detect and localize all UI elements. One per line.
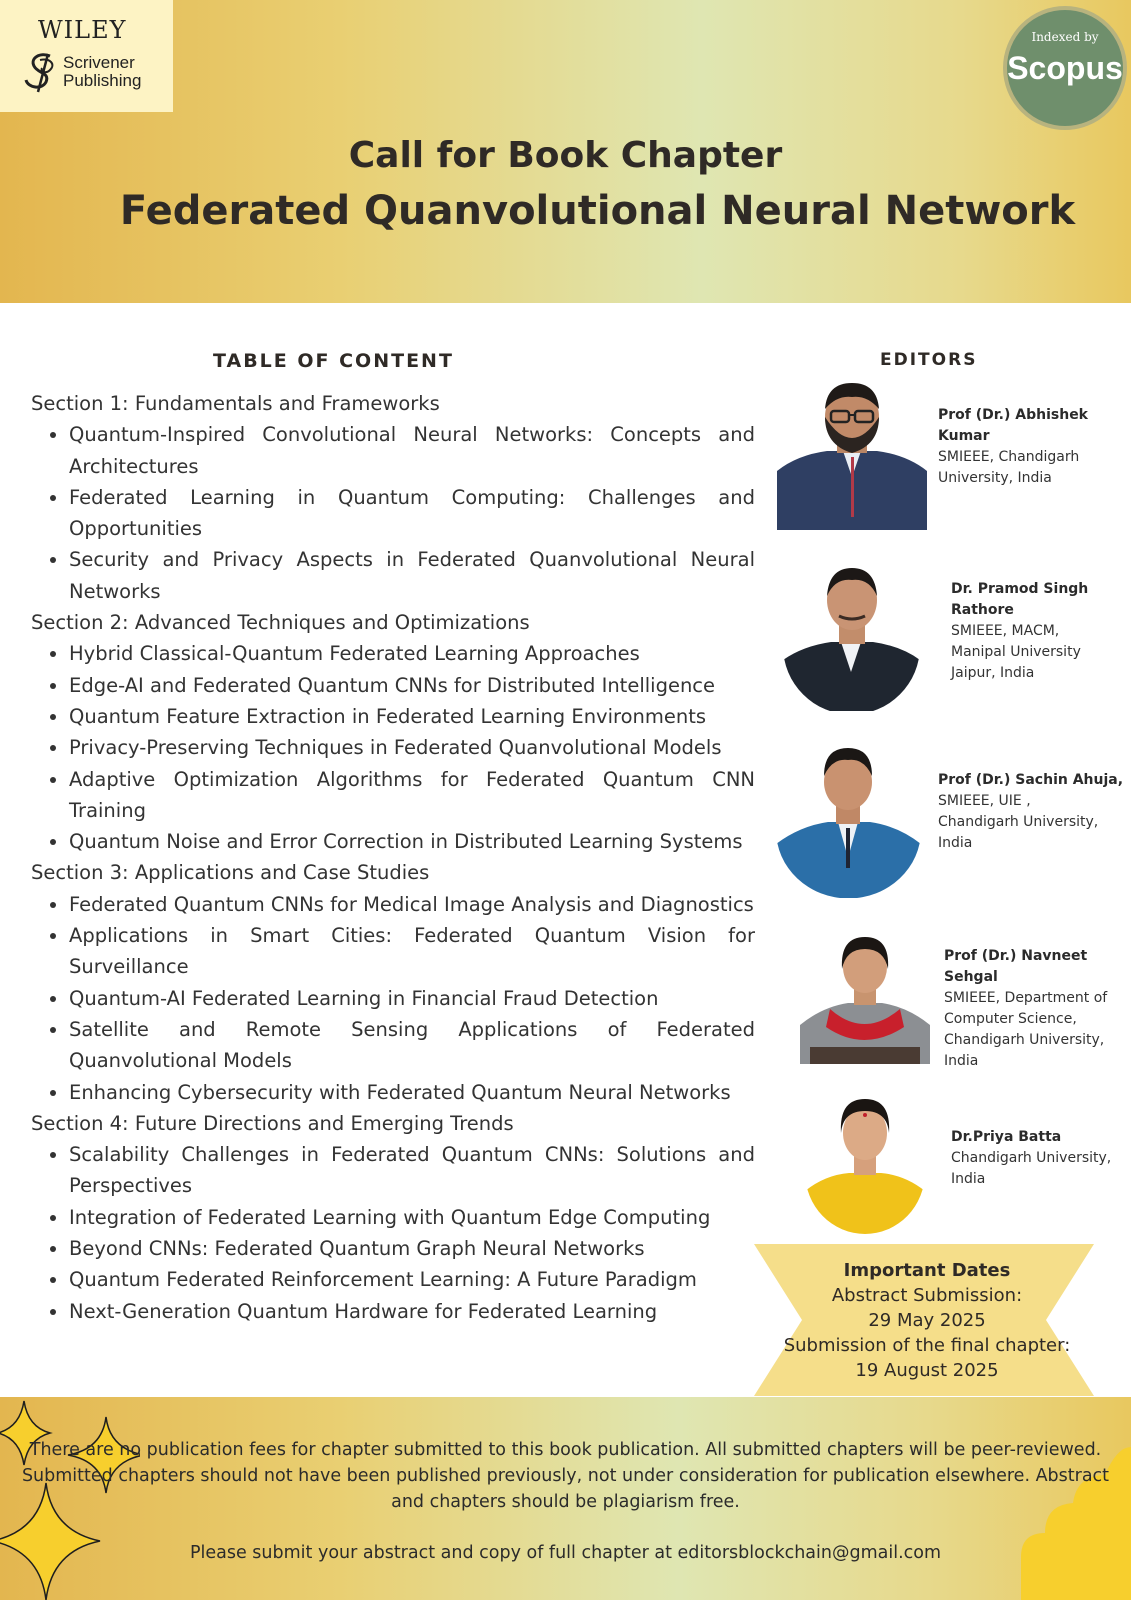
toc-section-items xyxy=(31,1139,755,1327)
publishing-text: Publishing xyxy=(63,71,142,90)
toc-section-items xyxy=(31,419,755,607)
editor-affiliation: SMIEEE, UIE , xyxy=(938,793,1031,809)
editor-photo-2 xyxy=(783,556,920,711)
toc-item: • Quantum-AI Federated Learning in Financial Fraud Detection xyxy=(69,983,755,1014)
toc-section-title: Section 4: Future Directions and Emerging Trends xyxy=(31,1111,514,1135)
toc-item: • Edge-AI and Federated Quantum CNNs for Distributed Intelligence xyxy=(69,670,755,701)
toc-item: • Quantum Feature Extraction in Federated Learning Environments xyxy=(69,701,755,732)
editor-info-4 xyxy=(944,946,1131,1072)
final-date: 19 August 2025 xyxy=(855,1360,999,1381)
submission-email-text[interactable]: Please submit your abstract and copy of full chapter at editorsblockchain@gmail.com xyxy=(189,1543,942,1563)
toc-item: • Beyond CNNs: Federated Quantum Graph Neural Networks xyxy=(69,1233,755,1264)
toc-item: • Adaptive Optimization Algorithms for Federated Quantum CNN Training xyxy=(69,764,755,827)
scopus-badge xyxy=(1003,6,1127,130)
editor-affiliation: Computer Science, xyxy=(944,1011,1077,1027)
editor-photo-4 xyxy=(800,929,930,1064)
final-label: Submission of the final chapter: xyxy=(783,1335,1071,1356)
toc-item: • Enhancing Cybersecurity with Federated Quantum Neural Networks xyxy=(69,1077,755,1108)
editor-name: Dr. Pramod Singh Rathore xyxy=(951,581,1089,618)
editor-affiliation: SMIEEE, Chandigarh xyxy=(938,449,1080,465)
toc-item: • Applications in Smart Cities: Federated Quantum Vision for Surveillance xyxy=(69,920,755,983)
toc-item: • Hybrid Classical-Quantum Federated Learning Approaches xyxy=(69,638,755,669)
toc-item: • Quantum Federated Reinforcement Learning: A Future Paradigm xyxy=(69,1264,755,1295)
scopus-text: Scopus xyxy=(1007,50,1123,86)
toc-section-title: Section 2: Advanced Techniques and Optimizations xyxy=(31,611,530,635)
editor-photo-5 xyxy=(805,1087,925,1234)
abstract-label: Abstract Submission: xyxy=(831,1285,1023,1306)
dates-title: Important Dates xyxy=(843,1260,1011,1281)
editor-photo-3 xyxy=(776,740,921,898)
editor-affiliation: Chandigarh University, xyxy=(944,1032,1105,1048)
editor-affiliation: Manipal University xyxy=(951,644,1081,660)
editor-affiliation: SMIEEE, MACM, xyxy=(951,623,1060,639)
editor-name: Prof (Dr.) Sachin Ahuja, xyxy=(938,772,1124,788)
page-title: Call for Book Chapter xyxy=(348,135,783,176)
editor-affiliation: India xyxy=(944,1053,979,1069)
editor-affiliation: Chandigarh University, xyxy=(938,814,1099,830)
footer-line: and chapters should be plagiarism free. xyxy=(391,1492,740,1512)
editor-affiliation: India xyxy=(938,835,973,851)
editors-heading: EDITORS xyxy=(880,350,978,370)
toc-item: • Satellite and Remote Sensing Applications of Federated Quanvolutional Models xyxy=(69,1014,755,1077)
toc-item: • Scalability Challenges in Federated Quantum CNNs: Solutions and Perspectives xyxy=(69,1139,755,1202)
toc-item: • Federated Quantum CNNs for Medical Image Analysis and Diagnostics xyxy=(69,889,755,920)
editor-name: Prof (Dr.) Navneet Sehgal xyxy=(944,948,1088,985)
editor-name: Dr.Priya Batta xyxy=(951,1129,1062,1145)
toc-list xyxy=(31,388,755,1327)
book-title: Federated Quanvolutional Neural Network xyxy=(119,188,1076,234)
editor-info-5 xyxy=(951,1127,1111,1190)
editor-affiliation: Chandigarh University, xyxy=(951,1150,1112,1166)
footer-line: Submitted chapters should not have been published previously, not under consideration for publication elsewhere. Abstract xyxy=(21,1466,1110,1486)
indexed-by-text: Indexed by xyxy=(1031,30,1099,44)
toc-section-title: Section 3: Applications and Case Studies xyxy=(31,861,430,885)
scrivener-sp-icon xyxy=(20,50,62,102)
editor-name: Prof (Dr.) Abhishek Kumar xyxy=(938,407,1088,444)
scrivener-text: Scrivener xyxy=(63,53,135,72)
wiley-wordmark: WILEY xyxy=(38,16,127,44)
toc-item: • Integration of Federated Learning with Quantum Edge Computing xyxy=(69,1202,755,1233)
editor-info-1 xyxy=(938,405,1131,489)
abstract-date: 29 May 2025 xyxy=(868,1310,986,1331)
editor-affiliation: University, India xyxy=(938,470,1052,486)
toc-item: • Quantum Noise and Error Correction in Distributed Learning Systems xyxy=(69,826,755,857)
toc-item: • Quantum-Inspired Convolutional Neural Networks: Concepts and Architectures xyxy=(69,419,755,482)
toc-section-items xyxy=(31,638,755,857)
footer-notice xyxy=(0,1437,1131,1515)
toc-item: • Privacy-Preserving Techniques in Federated Quanvolutional Models xyxy=(69,732,755,763)
editor-info-2 xyxy=(951,579,1131,684)
header-band xyxy=(0,0,1131,303)
editor-affiliation: Jaipur, India xyxy=(951,665,1035,681)
toc-item: • Security and Privacy Aspects in Federated Quanvolutional Neural Networks xyxy=(69,544,755,607)
toc-item: • Federated Learning in Quantum Computing: Challenges and Opportunities xyxy=(69,482,755,545)
toc-section-title: Section 1: Fundamentals and Frameworks xyxy=(31,392,440,415)
editor-info-3 xyxy=(938,770,1123,854)
toc-heading: TABLE OF CONTENT xyxy=(213,350,454,372)
editor-photo-1 xyxy=(777,379,927,530)
important-dates xyxy=(754,1258,1100,1383)
editor-affiliation: SMIEEE, Department of xyxy=(944,990,1108,1006)
toc-item: • Next-Generation Quantum Hardware for Federated Learning xyxy=(69,1296,755,1327)
editor-affiliation: India xyxy=(951,1171,986,1187)
toc-section-items xyxy=(31,889,755,1108)
publisher-logo xyxy=(0,0,173,112)
footer-line: There are no publication fees for chapter submitted to this book publication. All submitted chapters will be peer-reviewed. xyxy=(29,1440,1102,1460)
